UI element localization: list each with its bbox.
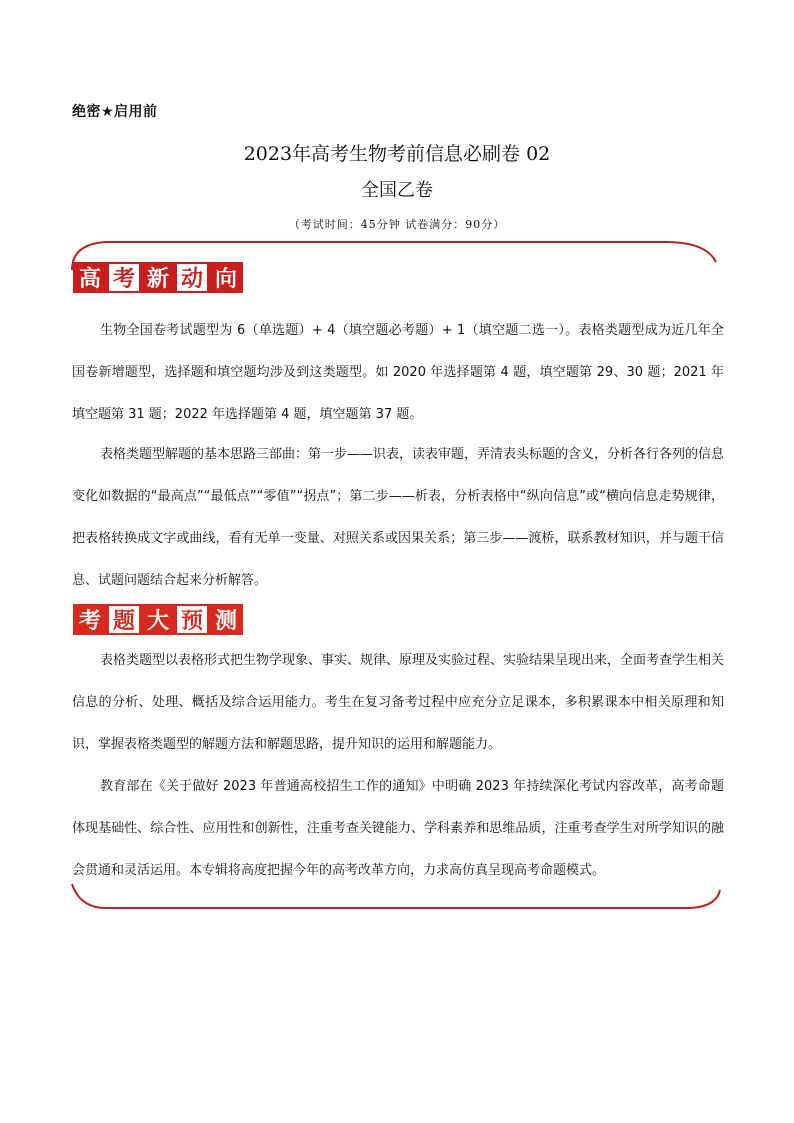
banner-kaoti-dayuce xyxy=(73,604,243,635)
banner-char: 高 xyxy=(73,262,107,293)
paragraph: 生物全国卷考试题型为 6（单选题）+ 4（填空题必考题）+ 1（填空题二选一）。表格类题型成为近几年全国卷新增题型，选择题和填空题均涉及到这类题型。如 2020 年选择题第 4 题，填空题第 29、30 题；2021 年填空题第 31 题；2022 年选择题第 4 题，填空题第 37 题。 xyxy=(72,323,724,422)
banner-char: 新 xyxy=(141,262,175,293)
banner-char: 测 xyxy=(209,604,243,635)
exam-time-note: （考试时间：45分钟 试卷满分：90分） xyxy=(288,218,506,231)
banner-char: 考 xyxy=(73,604,107,635)
banner-char: 题 xyxy=(107,604,141,635)
banner-char: 考 xyxy=(107,262,141,293)
banner-char: 大 xyxy=(141,604,175,635)
paragraph: 表格类题型解题的基本思路三部曲：第一步——识表，读表审题，弄清表头标题的含义，分析各行各列的信息变化如数据的“最高点”“最低点”“零值”“拐点”；第二步——析表，分析表格中“纵向信息”或“横向信息走势规律，把表格转换成文字或曲线，看有无单一变量、对照关系或因果关系；第三步——渡桥，联系教材知识，并与题干信息、试题问题结合起来分析解答。 xyxy=(72,447,725,588)
paragraph: 教育部在《关于做好 2023 年普通高校招生工作的通知》中明确 2023 年持续深化考试内容改革，高考命题体现基础性、综合性、应用性和创新性，注重考查关键能力、学科素养和思维品质，注重考查学生对所学知识的融会贯通和灵活运用。本专辑将高度把握今年的高考改革方向，力求高仿真呈现高考命题模式。 xyxy=(72,779,724,878)
banner-char: 预 xyxy=(175,604,209,635)
banner-char: 向 xyxy=(209,262,243,293)
banner-char: 动 xyxy=(175,262,209,293)
frame-bottom-arc xyxy=(66,878,726,918)
paragraph: 表格类题型以表格形式把生物学现象、事实、规律、原理及实验过程、实验结果呈现出来，全面考查学生相关信息的分析、处理、概括及综合运用能力。考生在复习备考过程中应充分立足课本，多积累课本中相关原理和知识，掌握表格类题型的解题方法和解题思路，提升知识的运用和解题能力。 xyxy=(72,653,725,752)
banner-gaokao-xindongxiang xyxy=(73,262,243,293)
confidential-label: 绝密★启用前 xyxy=(72,104,158,120)
page-title: 2023年高考生物考前信息必刷卷 02 xyxy=(243,143,551,165)
exam-region-subtitle: 全国乙卷 xyxy=(361,180,433,201)
